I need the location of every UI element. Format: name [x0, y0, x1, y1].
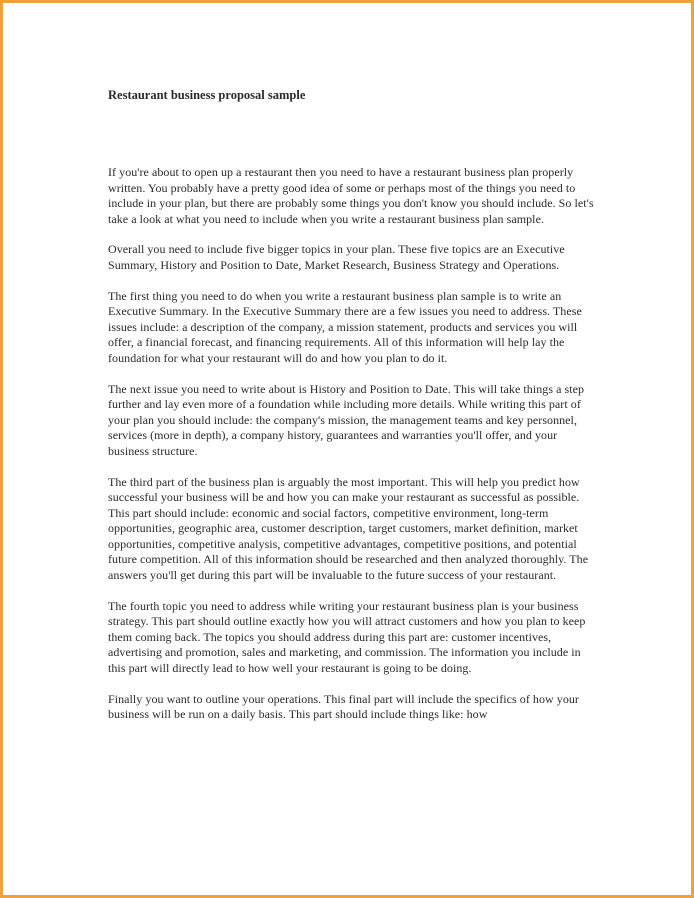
paragraph-overview: Overall you need to include five bigger topics in your plan. These five topics are an Executive Summary, History and Position to Date, Market Research, Business Strategy and Operations. [108, 242, 565, 272]
document-page [108, 87, 594, 738]
paragraph-business-strategy: The fourth topic you need to address while writing your restaurant business plan is your business strategy. This part should outline exactly how you will attract customers and how you plan to keep them coming back. The topics you should address during this part are: customer incentives, advertising and promotion, sales and marketing, and commission. The information you include in this part will directly lead to how well your restaurant is going to be doing. [108, 598, 586, 676]
paragraph-market-research: The third part of the business plan is arguably the most important. This will help you predict how successful your business will be and how you can make your restaurant as successful as possible. This part should include: economic and social factors, competitive environment, long-term opportunities, geographic area, customer description, target customers, market definition, market opportunities, competitive analysis, competitive advantages, competitive positions, and potential future competition. All of this information should be researched and then analyzed thoroughly. The answers you'll get during this part will be invaluable to the future success of your restaurant. [108, 474, 589, 583]
paragraph-intro: If you're about to open up a restaurant then you need to have a restaurant business plan properly written. You probably have a pretty good idea of some or perhaps most of the things you need to include in your plan, but there are probably some things you don't know you should include. So let's take a look at what you need to include when you write a restaurant business plan sample. [108, 165, 594, 226]
paragraph-operations: Finally you want to outline your operations. This final part will include the specifics of how your business will be run on a daily basis. This part should include things like: how [108, 691, 579, 722]
paragraph-history: The next issue you need to write about is History and Position to Date. This will take things a step further and lay even more of a foundation while including more details. While writing this part of your plan you should include: the company's mission, the management teams and key personnel, services (more in depth), a company history, guarantees and warranties you'll offer, and your business structure. [108, 381, 585, 458]
document-title: Restaurant business proposal sample [108, 88, 306, 102]
paragraph-executive-summary: The first thing you need to do when you write a restaurant business plan sample is to write an Executive Summary. In the Executive Summary there are a few issues you need to address. These issues include: a description of the company, a mission statement, products and services you will offer, a financial forecast, and financing requirements. All of this information will help lay the foundation for what your restaurant will do and how you plan to do it. [108, 288, 582, 365]
